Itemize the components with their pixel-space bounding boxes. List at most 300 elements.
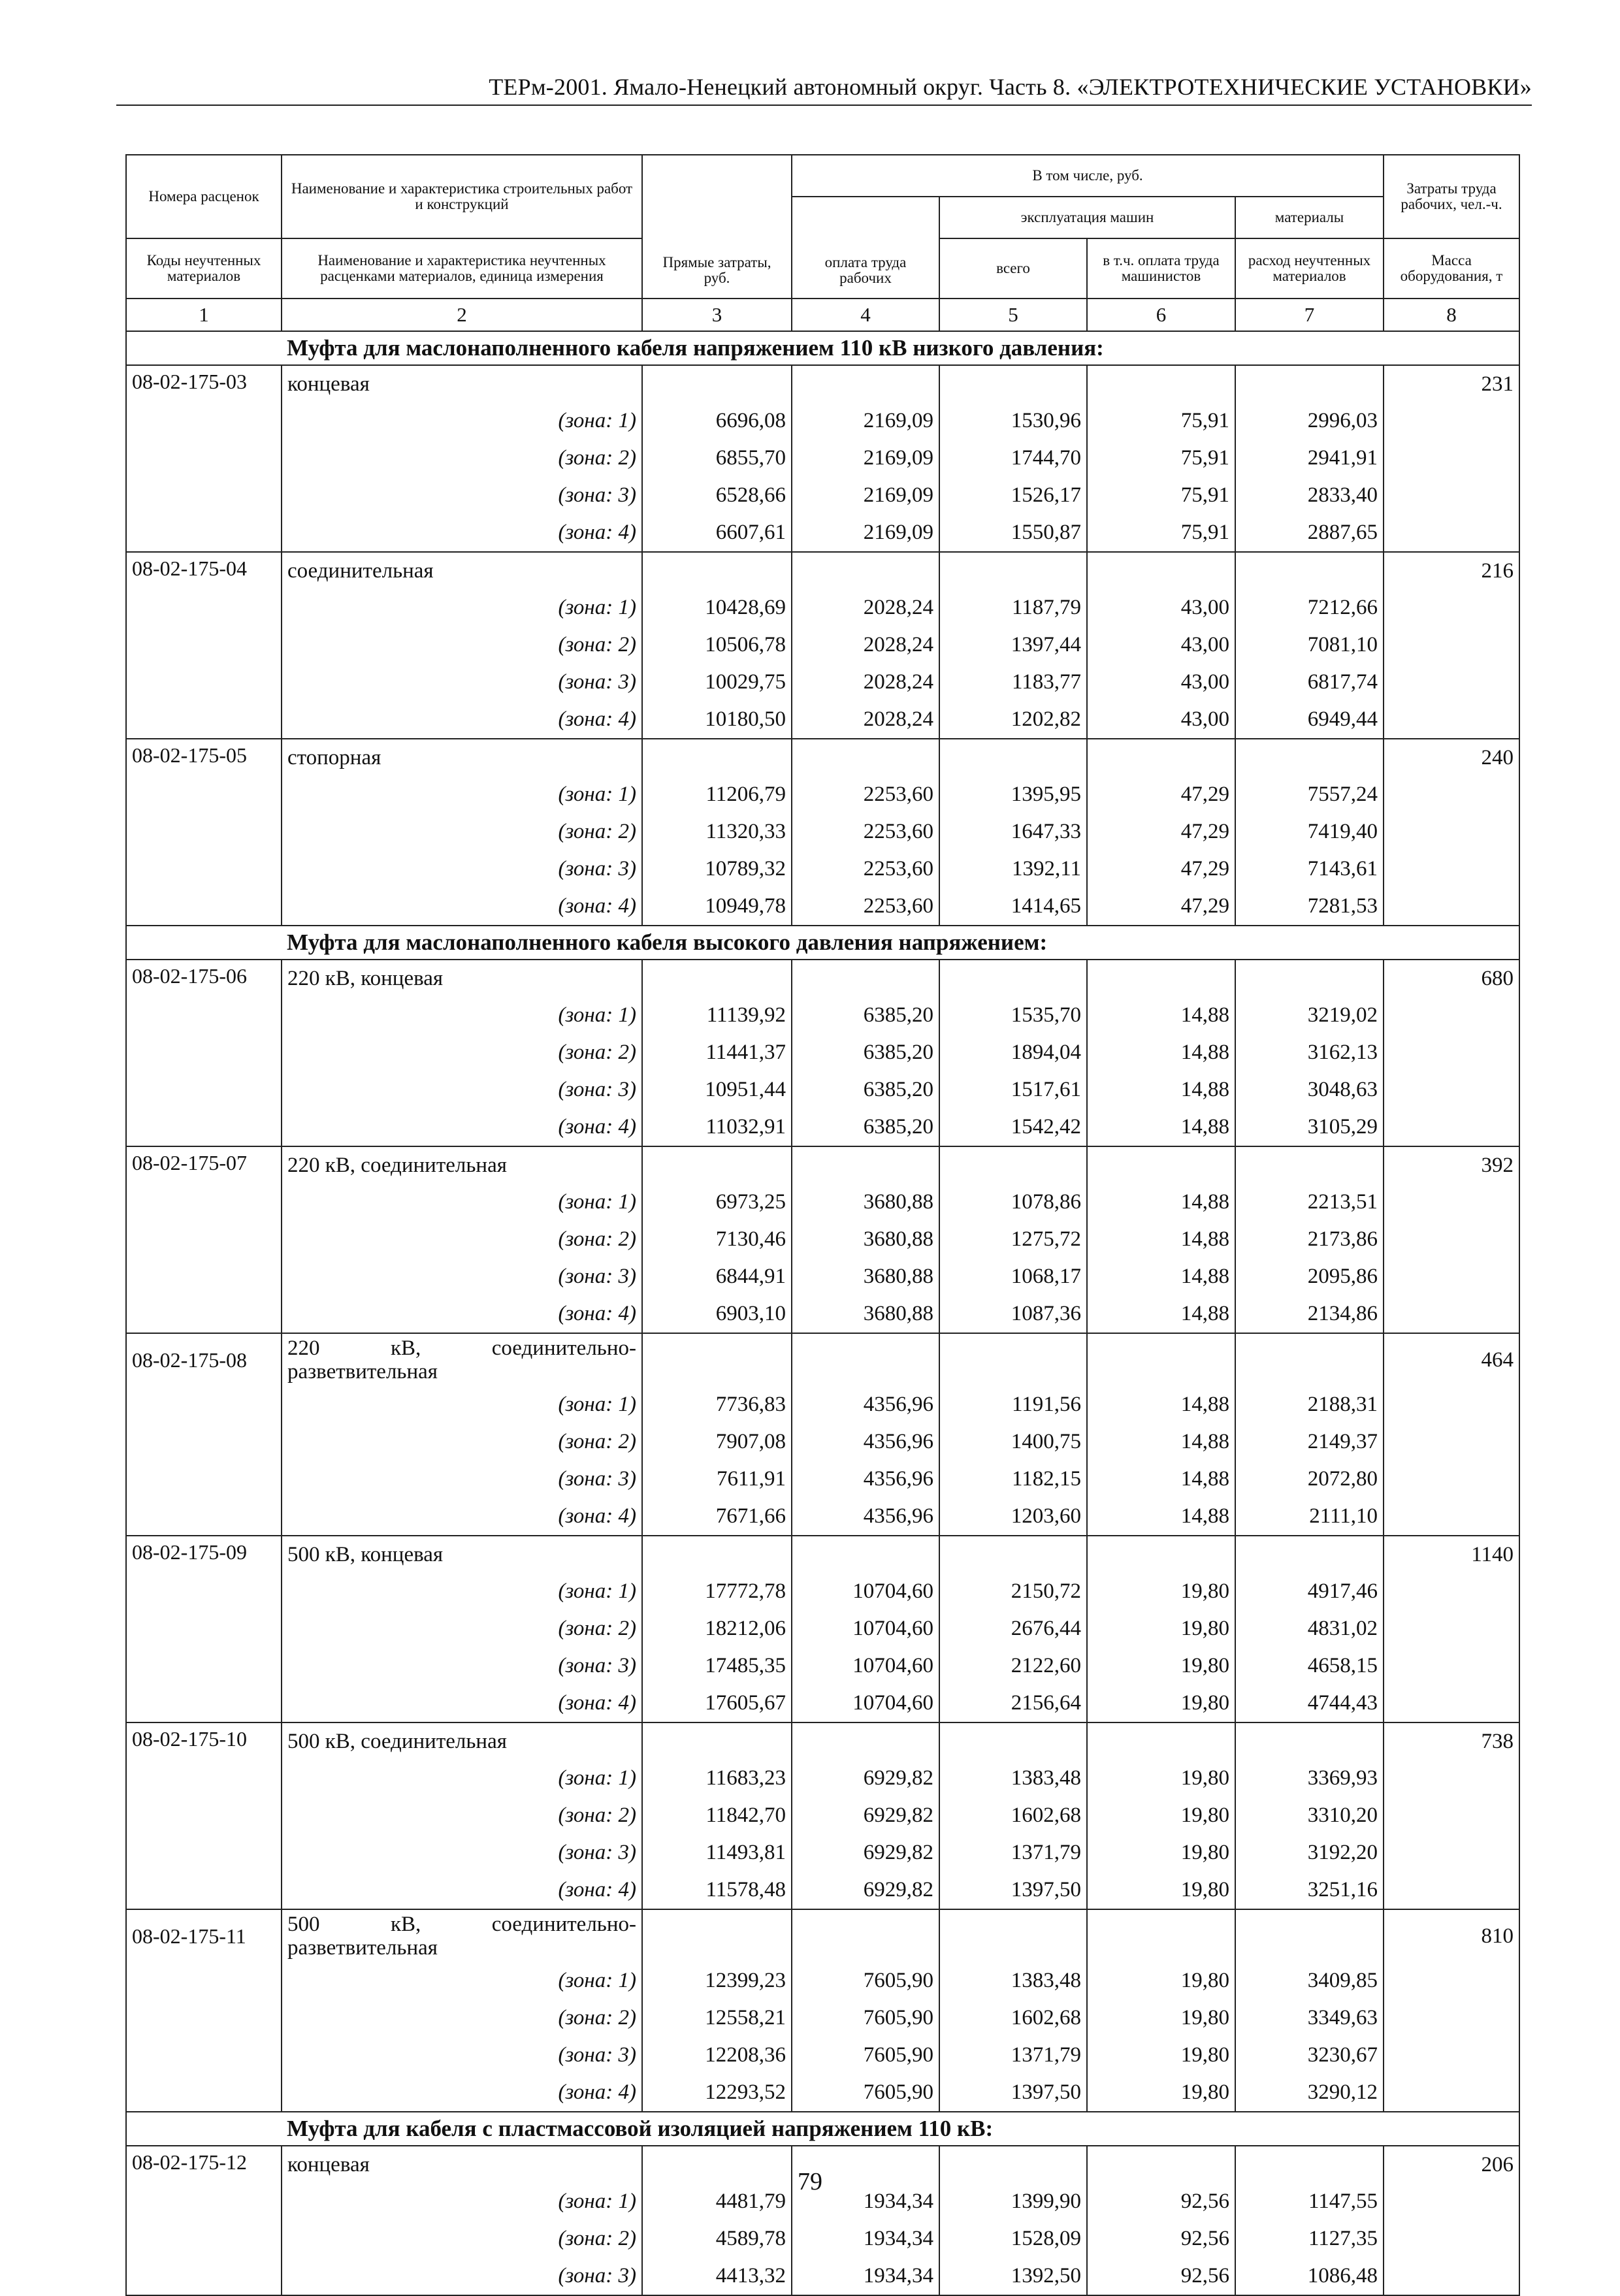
zone-row — [126, 2257, 1519, 2295]
machinist-wages: 14,88 — [1087, 1423, 1235, 1461]
header-materials: материалы — [1235, 197, 1384, 238]
machinist-wages: 92,56 — [1087, 2220, 1235, 2257]
direct-costs: 7907,08 — [642, 1423, 792, 1461]
empty-cell — [126, 2220, 282, 2257]
labor-cost: 738 — [1384, 1722, 1519, 1760]
materials-cost: 7212,66 — [1235, 589, 1384, 626]
rates-table — [125, 154, 1520, 2296]
materials-cost: 2173,86 — [1235, 1221, 1384, 1258]
zone-row — [126, 1647, 1519, 1685]
zone-row — [126, 589, 1519, 626]
empty-cell — [126, 1834, 282, 1871]
materials-cost: 3230,67 — [1235, 2037, 1384, 2074]
empty-cell — [126, 589, 282, 626]
worker-wages: 2253,60 — [792, 813, 939, 850]
empty-cell — [642, 960, 792, 997]
empty-cell — [126, 1685, 282, 1722]
direct-costs: 7671,66 — [642, 1498, 792, 1536]
machines-total: 1744,70 — [939, 440, 1087, 477]
zone-row — [126, 1685, 1519, 1722]
direct-costs: 10180,50 — [642, 701, 792, 739]
empty-cell — [1384, 402, 1519, 440]
materials-cost: 3048,63 — [1235, 1071, 1384, 1108]
machines-total: 1397,44 — [939, 626, 1087, 664]
materials-cost: 2072,80 — [1235, 1461, 1384, 1498]
materials-cost: 2996,03 — [1235, 402, 1384, 440]
direct-costs: 17772,78 — [642, 1573, 792, 1610]
materials-cost: 6949,44 — [1235, 701, 1384, 739]
zone-label: (зона: 2) — [282, 1999, 642, 2037]
worker-wages: 4356,96 — [792, 1423, 939, 1461]
direct-costs: 18212,06 — [642, 1610, 792, 1647]
materials-cost: 3105,29 — [1235, 1108, 1384, 1146]
machines-total: 1203,60 — [939, 1498, 1087, 1536]
empty-cell — [126, 997, 282, 1034]
header-unaccounted-materials: расход неучтенных материалов — [1235, 238, 1384, 299]
zone-label: (зона: 1) — [282, 2183, 642, 2220]
empty-cell — [792, 1146, 939, 1184]
empty-cell — [1384, 1258, 1519, 1295]
empty-cell — [1087, 1333, 1235, 1386]
materials-cost: 2887,65 — [1235, 514, 1384, 552]
machines-total: 1550,87 — [939, 514, 1087, 552]
machines-total: 1528,09 — [939, 2220, 1087, 2257]
empty-cell — [792, 552, 939, 589]
empty-cell — [1235, 1722, 1384, 1760]
zone-row — [126, 1797, 1519, 1834]
worker-wages: 2253,60 — [792, 776, 939, 813]
empty-cell — [126, 850, 282, 888]
empty-cell — [1384, 1034, 1519, 1071]
section-row — [126, 331, 1519, 365]
empty-cell — [792, 960, 939, 997]
empty-cell — [792, 1536, 939, 1573]
rate-code: 08-02-175-06 — [126, 960, 282, 997]
empty-cell — [1087, 1722, 1235, 1760]
labor-cost: 680 — [1384, 960, 1519, 997]
zone-label: (зона: 1) — [282, 1962, 642, 1999]
machines-total: 1530,96 — [939, 402, 1087, 440]
zone-row — [126, 1386, 1519, 1423]
machinist-wages: 19,80 — [1087, 1962, 1235, 1999]
materials-cost: 3349,63 — [1235, 1999, 1384, 2037]
machinist-wages: 14,88 — [1087, 1034, 1235, 1071]
worker-wages: 6385,20 — [792, 1108, 939, 1146]
machinist-wages: 92,56 — [1087, 2183, 1235, 2220]
machines-total: 1383,48 — [939, 1760, 1087, 1797]
header-including: В том числе, руб. — [792, 155, 1384, 197]
rate-code: 08-02-175-11 — [126, 1909, 282, 1962]
direct-costs: 10949,78 — [642, 888, 792, 926]
column-number: 8 — [1384, 299, 1519, 331]
empty-cell — [126, 1108, 282, 1146]
machines-total: 1183,77 — [939, 664, 1087, 701]
materials-cost: 3409,85 — [1235, 1962, 1384, 1999]
column-number: 2 — [282, 299, 642, 331]
empty-cell — [1384, 477, 1519, 514]
materials-cost: 3369,93 — [1235, 1760, 1384, 1797]
labor-cost: 206 — [1384, 2146, 1519, 2183]
machinist-wages: 19,80 — [1087, 1797, 1235, 1834]
worker-wages: 6385,20 — [792, 1071, 939, 1108]
zone-label: (зона: 2) — [282, 1423, 642, 1461]
machines-total: 1647,33 — [939, 813, 1087, 850]
empty-cell — [1384, 1108, 1519, 1146]
machinist-wages: 14,88 — [1087, 1221, 1235, 1258]
worker-wages: 1934,34 — [792, 2257, 939, 2295]
machines-total: 1517,61 — [939, 1071, 1087, 1108]
empty-cell — [939, 1146, 1087, 1184]
machinist-wages: 19,80 — [1087, 1685, 1235, 1722]
header-machinist-wages: в т.ч. оплата труда машинистов — [1087, 238, 1235, 299]
machines-total: 1191,56 — [939, 1386, 1087, 1423]
zone-label: (зона: 4) — [282, 1498, 642, 1536]
empty-cell — [939, 1722, 1087, 1760]
worker-wages: 6929,82 — [792, 1797, 939, 1834]
materials-cost: 7557,24 — [1235, 776, 1384, 813]
worker-wages: 6929,82 — [792, 1871, 939, 1909]
machinist-wages: 19,80 — [1087, 1760, 1235, 1797]
machinist-wages: 47,29 — [1087, 813, 1235, 850]
rate-code: 08-02-175-05 — [126, 739, 282, 776]
work-name: 220 кВ, соединительная — [282, 1146, 642, 1184]
direct-costs: 12293,52 — [642, 2074, 792, 2112]
worker-wages: 7605,90 — [792, 2037, 939, 2074]
section-title: Муфта для кабеля с пластмассовой изоляцией напряжением 110 кВ: — [126, 2112, 1519, 2146]
empty-cell — [126, 1797, 282, 1834]
materials-cost: 7143,61 — [1235, 850, 1384, 888]
empty-cell — [642, 739, 792, 776]
materials-cost: 7419,40 — [1235, 813, 1384, 850]
empty-cell — [1384, 2220, 1519, 2257]
empty-cell — [1384, 1295, 1519, 1333]
header-name: Наименование и характеристика строительных работ и конструкций — [282, 155, 642, 238]
machines-total: 1602,68 — [939, 1999, 1087, 2037]
direct-costs: 10506,78 — [642, 626, 792, 664]
direct-costs: 10789,32 — [642, 850, 792, 888]
worker-wages: 2028,24 — [792, 701, 939, 739]
empty-cell — [792, 1909, 939, 1962]
machinist-wages: 14,88 — [1087, 1108, 1235, 1146]
empty-cell — [939, 960, 1087, 997]
empty-cell — [126, 1647, 282, 1685]
empty-cell — [1384, 440, 1519, 477]
materials-cost: 3251,16 — [1235, 1871, 1384, 1909]
zone-row — [126, 1034, 1519, 1071]
machines-total: 1395,95 — [939, 776, 1087, 813]
worker-wages: 2253,60 — [792, 888, 939, 926]
zone-row — [126, 1834, 1519, 1871]
direct-costs: 6855,70 — [642, 440, 792, 477]
work-name: 220 кВ, соединительно-разветвительная — [282, 1333, 642, 1386]
empty-cell — [126, 1760, 282, 1797]
empty-cell — [126, 2074, 282, 2112]
empty-cell — [1384, 1647, 1519, 1685]
empty-cell — [126, 1386, 282, 1423]
direct-costs: 12399,23 — [642, 1962, 792, 1999]
section-title: Муфта для маслонаполненного кабеля высокого давления напряжением: — [126, 926, 1519, 960]
empty-cell — [1384, 1498, 1519, 1536]
zone-label: (зона: 3) — [282, 2037, 642, 2074]
work-name: стопорная — [282, 739, 642, 776]
materials-cost: 1147,55 — [1235, 2183, 1384, 2220]
worker-wages: 6385,20 — [792, 997, 939, 1034]
zone-label: (зона: 1) — [282, 1760, 642, 1797]
materials-cost: 3310,20 — [1235, 1797, 1384, 1834]
machinist-wages: 19,80 — [1087, 1647, 1235, 1685]
empty-cell — [939, 1536, 1087, 1573]
zone-row — [126, 701, 1519, 739]
empty-cell — [126, 1071, 282, 1108]
materials-cost: 4917,46 — [1235, 1573, 1384, 1610]
header-code-materials: Коды неучтенных материалов — [126, 238, 282, 299]
empty-cell — [126, 1295, 282, 1333]
machines-total: 1087,36 — [939, 1295, 1087, 1333]
zone-row — [126, 402, 1519, 440]
direct-costs: 17605,67 — [642, 1685, 792, 1722]
worker-wages: 2169,09 — [792, 440, 939, 477]
machines-total: 1397,50 — [939, 1871, 1087, 1909]
rate-item-row — [126, 365, 1519, 402]
empty-cell — [1384, 2074, 1519, 2112]
zone-label: (зона: 1) — [282, 776, 642, 813]
worker-wages: 3680,88 — [792, 1295, 939, 1333]
empty-cell — [642, 1536, 792, 1573]
direct-costs: 11578,48 — [642, 1871, 792, 1909]
rate-item-row — [126, 1909, 1519, 1962]
direct-costs: 10951,44 — [642, 1071, 792, 1108]
machinist-wages: 19,80 — [1087, 2037, 1235, 2074]
machinist-wages: 43,00 — [1087, 701, 1235, 739]
worker-wages: 7605,90 — [792, 2074, 939, 2112]
empty-cell — [939, 552, 1087, 589]
labor-cost: 1140 — [1384, 1536, 1519, 1573]
labor-cost: 464 — [1384, 1333, 1519, 1386]
zone-row — [126, 440, 1519, 477]
work-name: 500 кВ, соединительно-разветвительная — [282, 1909, 642, 1962]
empty-cell — [126, 626, 282, 664]
zone-label: (зона: 4) — [282, 1685, 642, 1722]
labor-cost: 231 — [1384, 365, 1519, 402]
empty-cell — [126, 402, 282, 440]
zone-label: (зона: 3) — [282, 1834, 642, 1871]
zone-row — [126, 664, 1519, 701]
empty-cell — [642, 1722, 792, 1760]
zone-row — [126, 1258, 1519, 1295]
zone-label: (зона: 1) — [282, 1386, 642, 1423]
materials-cost: 3290,12 — [1235, 2074, 1384, 2112]
machinist-wages: 43,00 — [1087, 664, 1235, 701]
materials-cost: 3219,02 — [1235, 997, 1384, 1034]
machines-total: 2676,44 — [939, 1610, 1087, 1647]
machinist-wages: 92,56 — [1087, 2257, 1235, 2295]
direct-costs: 11139,92 — [642, 997, 792, 1034]
direct-costs: 12558,21 — [642, 1999, 792, 2037]
direct-costs: 6696,08 — [642, 402, 792, 440]
header-rule — [116, 105, 1532, 106]
rate-code: 08-02-175-10 — [126, 1722, 282, 1760]
direct-costs: 6973,25 — [642, 1184, 792, 1221]
materials-cost: 1127,35 — [1235, 2220, 1384, 2257]
zone-row — [126, 477, 1519, 514]
machines-total: 1392,11 — [939, 850, 1087, 888]
empty-cell — [126, 664, 282, 701]
empty-cell — [642, 365, 792, 402]
machines-total: 2122,60 — [939, 1647, 1087, 1685]
empty-cell — [1384, 1461, 1519, 1498]
empty-cell — [1384, 1221, 1519, 1258]
empty-cell — [126, 1184, 282, 1221]
header-code: Номера расценок — [126, 155, 282, 238]
zone-label: (зона: 1) — [282, 402, 642, 440]
direct-costs: 10029,75 — [642, 664, 792, 701]
machines-total: 1078,86 — [939, 1184, 1087, 1221]
zone-row — [126, 1071, 1519, 1108]
section-row — [126, 2112, 1519, 2146]
zone-label: (зона: 3) — [282, 850, 642, 888]
empty-cell — [642, 1909, 792, 1962]
worker-wages: 3680,88 — [792, 1221, 939, 1258]
zone-label: (зона: 2) — [282, 1610, 642, 1647]
zone-label: (зона: 2) — [282, 626, 642, 664]
worker-wages: 10704,60 — [792, 1573, 939, 1610]
machines-total: 1068,17 — [939, 1258, 1087, 1295]
empty-cell — [1384, 1610, 1519, 1647]
empty-cell — [1384, 813, 1519, 850]
zone-row — [126, 997, 1519, 1034]
zone-label: (зона: 2) — [282, 2220, 642, 2257]
machinist-wages: 47,29 — [1087, 776, 1235, 813]
worker-wages: 2169,09 — [792, 514, 939, 552]
rate-item-row — [126, 739, 1519, 776]
zone-row — [126, 1295, 1519, 1333]
empty-cell — [939, 365, 1087, 402]
empty-cell — [1384, 888, 1519, 926]
empty-cell — [1384, 1797, 1519, 1834]
empty-cell — [1384, 1834, 1519, 1871]
zone-row — [126, 1871, 1519, 1909]
direct-costs: 6528,66 — [642, 477, 792, 514]
empty-cell — [126, 1999, 282, 2037]
empty-cell — [126, 2257, 282, 2295]
header-direct-costs: Прямые затраты, руб. — [642, 155, 792, 299]
empty-cell — [1384, 1071, 1519, 1108]
empty-cell — [1384, 626, 1519, 664]
empty-cell — [126, 1034, 282, 1071]
empty-cell — [126, 1610, 282, 1647]
empty-cell — [1384, 1423, 1519, 1461]
zone-row — [126, 2220, 1519, 2257]
running-header: ТЕРм-2001. Ямало-Ненецкий автономный округ. Часть 8. «ЭЛЕКТРОТЕХНИЧЕСКИЕ УСТАНОВКИ» — [489, 74, 1532, 100]
direct-costs: 4481,79 — [642, 2183, 792, 2220]
machinist-wages: 43,00 — [1087, 626, 1235, 664]
direct-costs: 6844,91 — [642, 1258, 792, 1295]
worker-wages: 10704,60 — [792, 1610, 939, 1647]
machines-total: 1602,68 — [939, 1797, 1087, 1834]
machinist-wages: 14,88 — [1087, 1386, 1235, 1423]
worker-wages: 2169,09 — [792, 402, 939, 440]
worker-wages: 2028,24 — [792, 589, 939, 626]
zone-row — [126, 1423, 1519, 1461]
empty-cell — [126, 1962, 282, 1999]
empty-cell — [126, 1573, 282, 1610]
zone-row — [126, 1221, 1519, 1258]
zone-label: (зона: 4) — [282, 1871, 642, 1909]
empty-cell — [1087, 1909, 1235, 1962]
direct-costs: 11032,91 — [642, 1108, 792, 1146]
column-number: 6 — [1087, 299, 1235, 331]
labor-cost: 216 — [1384, 552, 1519, 589]
header-name-materials: Наименование и характеристика неучтенных расценками материалов, единица измерения — [282, 238, 642, 299]
rate-item-row — [126, 1536, 1519, 1573]
work-name: концевая — [282, 2146, 642, 2183]
empty-cell — [126, 1498, 282, 1536]
machines-total: 1371,79 — [939, 2037, 1087, 2074]
materials-cost: 6817,74 — [1235, 664, 1384, 701]
materials-cost: 4831,02 — [1235, 1610, 1384, 1647]
machines-total: 1397,50 — [939, 2074, 1087, 2112]
direct-costs: 7736,83 — [642, 1386, 792, 1423]
machines-total: 1542,42 — [939, 1108, 1087, 1146]
rates-table-body — [126, 155, 1519, 2295]
zone-label: (зона: 1) — [282, 1573, 642, 1610]
zone-row — [126, 850, 1519, 888]
direct-costs: 4413,32 — [642, 2257, 792, 2295]
zone-row — [126, 2074, 1519, 2112]
zone-label: (зона: 4) — [282, 701, 642, 739]
materials-cost: 2095,86 — [1235, 1258, 1384, 1295]
zone-row — [126, 514, 1519, 552]
zone-label: (зона: 1) — [282, 589, 642, 626]
worker-wages: 10704,60 — [792, 1647, 939, 1685]
zone-label: (зона: 4) — [282, 1295, 642, 1333]
empty-cell — [126, 514, 282, 552]
materials-cost: 2149,37 — [1235, 1423, 1384, 1461]
header-equipment-mass: Масса оборудования, т — [1384, 238, 1519, 299]
empty-cell — [792, 739, 939, 776]
empty-cell — [642, 552, 792, 589]
empty-cell — [126, 1423, 282, 1461]
empty-cell — [1087, 552, 1235, 589]
empty-cell — [126, 1461, 282, 1498]
zone-label: (зона: 2) — [282, 1034, 642, 1071]
header-wages: оплата труда рабочих — [792, 197, 939, 299]
machines-total: 1182,15 — [939, 1461, 1087, 1498]
empty-cell — [1384, 1962, 1519, 1999]
zone-row — [126, 1573, 1519, 1610]
empty-cell — [1384, 1184, 1519, 1221]
direct-costs: 11683,23 — [642, 1760, 792, 1797]
labor-cost: 810 — [1384, 1909, 1519, 1962]
header-labor: Затраты труда рабочих, чел.-ч. — [1384, 155, 1519, 238]
page-number: 79 — [798, 2168, 822, 2195]
direct-costs: 7130,46 — [642, 1221, 792, 1258]
rate-code: 08-02-175-07 — [126, 1146, 282, 1184]
machines-total: 1392,50 — [939, 2257, 1087, 2295]
zone-label: (зона: 2) — [282, 1797, 642, 1834]
materials-cost: 2134,86 — [1235, 1295, 1384, 1333]
worker-wages: 2253,60 — [792, 850, 939, 888]
machinist-wages: 14,88 — [1087, 1498, 1235, 1536]
machinist-wages: 14,88 — [1087, 1258, 1235, 1295]
empty-cell — [1235, 365, 1384, 402]
zone-label: (зона: 3) — [282, 477, 642, 514]
empty-cell — [1087, 960, 1235, 997]
empty-cell — [1235, 1536, 1384, 1573]
column-number: 3 — [642, 299, 792, 331]
empty-cell — [1235, 960, 1384, 997]
machines-total: 1202,82 — [939, 701, 1087, 739]
